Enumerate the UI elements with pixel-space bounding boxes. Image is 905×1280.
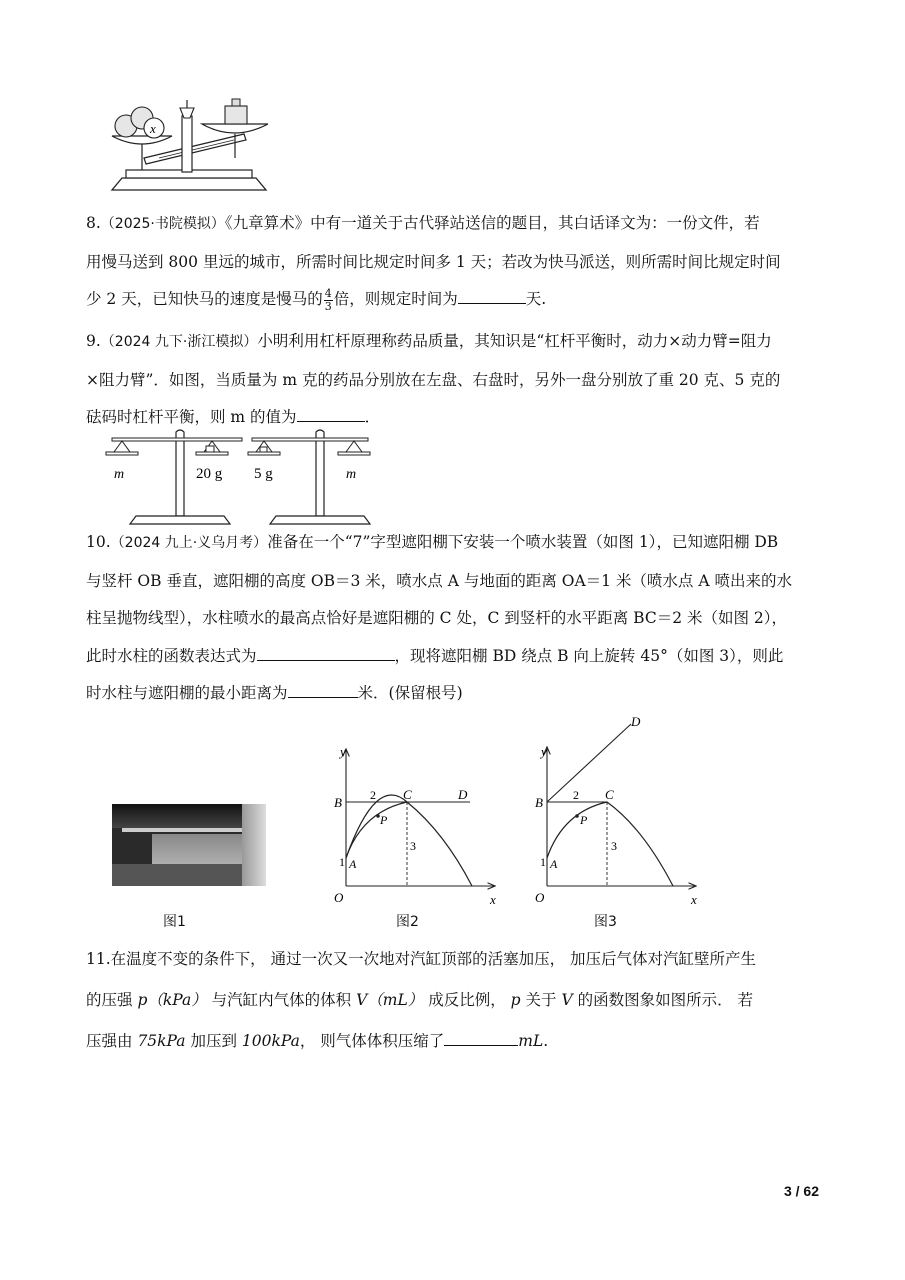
q11-text-2e: 的函数图象如图所示． 若 [572,991,753,1009]
question-8 [86,205,826,319]
fig3-y-label: y [541,744,547,759]
scale-figure [104,96,274,196]
q10-text-4a: 此时水柱的函数表达式为 [86,646,257,665]
q8-text-3a: 少 2 天，已知快马的速度是慢马的 [86,290,323,308]
q11-text-2a: 的压强 [86,991,138,1009]
q11-p-unit: p（kPa） [137,991,207,1009]
q11-text-3a: 压强由 [86,1032,138,1050]
q11-answer-blank[interactable] [444,1027,518,1046]
frac-denominator: 3 [324,299,332,313]
q9-line1 [86,323,826,362]
fig2-A-label: A [349,857,357,871]
q10-line4 [86,638,826,676]
q11-unit: mL [518,1032,544,1050]
fig2-C-label: C [403,787,412,802]
q8-text-3b: 倍，则规定时间为 [333,290,458,308]
q10-text-1: 准备在一个“7”字型遮阳棚下安装一个喷水装置（如图 1），已知遮阳棚 DB [267,533,779,551]
fig2-y-label: y [340,744,346,759]
lever-right [248,430,370,524]
q11-text-2c: 成反比例， [423,991,511,1009]
page-number: 3 / 62 [783,1183,819,1199]
q8-line2: 用慢马送到 800 里远的城市，所需时间比规定时间多 1 天；若改为快马派送，则所需时间比规定时间 [86,252,781,271]
fig3-1-label: 1 [540,855,546,869]
q11-text-3d: . [543,1032,549,1050]
fig3-P-label: P [580,813,588,827]
q11-v: V [561,991,573,1009]
ball-x-label: x [150,121,156,136]
fig3-A-label: A [550,857,558,871]
lever-figure [100,428,372,528]
left-m-label: m [114,467,125,482]
q11-text-2d: 关于 [520,991,562,1009]
fig3-B-label: B [535,795,543,810]
q10-line1 [86,524,826,563]
fig3-D-label: D [631,714,641,729]
q11-number: 11. [86,950,111,968]
figure-1-photo [112,804,266,886]
frac-numerator: 4 [324,286,332,300]
caption-figure-3: 图3 [594,914,617,930]
fig2-3-label: 3 [410,839,416,853]
question-9 [86,323,826,437]
q8-line1 [86,205,826,244]
q10-number: 10. [86,533,111,551]
fig3-x-label: x [691,892,697,907]
caption-figure-1: 图1 [163,914,186,930]
q11-v-unit: V（mL） [356,991,424,1009]
q9-line2: ×阻力臂”．如图，当质量为 m 克的药品分别放在左盘、右盘时，另外一盘分别放了重 20 克、5 克的 [86,370,781,389]
q11-p1: 75kPa [137,1032,186,1050]
q9-source: （2024 九下·浙江模拟） [100,334,258,350]
q11-line2 [86,980,826,1021]
q9-answer-blank[interactable] [297,403,365,422]
q9-text-3a: 砝码时杠杆平衡，则 m 的值为 [86,408,297,426]
q8-line3 [86,281,826,319]
q11-line3 [86,1021,826,1062]
q10-text-4b: ，现将遮阳棚 BD 绕点 B 向上旋转 45°（如图 3），则此 [394,646,784,665]
q11-text-1: 在温度不变的条件下， 通过一次又一次地对汽缸顶部的活塞加压， 加压后气体对汽缸壁所产生 [110,950,757,968]
q10-text-5b: 米．(保留根号) [357,684,463,702]
left-20g-label: 20 g [196,466,223,482]
q8-number: 8. [86,214,101,232]
caption-figure-2: 图2 [396,914,419,930]
q10-line3: 柱呈抛物线型），水柱喷水的最高点恰好是遮阳棚的 C 处，C 到竖杆的水平距离 BC＝2 米（如图 2）， [86,609,788,627]
fig3-origin-label: O [535,890,545,905]
q10-text-5a: 时水柱与遮阳棚的最小距离为 [86,684,288,702]
fig3-C-label: C [605,787,614,802]
q8-text-3c: 天. [525,290,547,308]
fig2-D-label: D [458,787,468,802]
q9-text-1: 小明利用杠杆原理称药品质量，其知识是“杠杆平衡时，动力×动力臂=阻力 [257,332,772,350]
q10-line5 [86,675,826,713]
figure-3-graph [519,712,701,912]
right-5g-label: 5 g [254,466,273,482]
q8-source: （2025·书院模拟） [100,216,225,232]
q9-number: 9. [86,332,101,350]
fig2-P-label: P [380,813,388,827]
fig3-2-label: 2 [573,788,579,802]
q11-text-2b: 与汽缸内气体的体积 [206,991,357,1009]
figure-2-graph [322,744,504,912]
q8-answer-blank[interactable] [458,285,526,304]
q9-text-3b: ． [364,408,381,426]
fig3-3-label: 3 [611,839,617,853]
fig2-origin-label: O [334,890,344,905]
question-10 [86,524,826,713]
right-m-label: m [346,467,357,482]
fig2-x-label: x [490,892,496,907]
q11-text-3b: 加压到 [185,1032,242,1050]
lever-left [106,430,242,524]
fig2-B-label: B [334,795,342,810]
q10-distance-blank[interactable] [288,679,358,698]
q8-text-1: 《九章算术》中有一道关于古代驿站送信的题目，其白话译文为：一份文件，若 [224,214,760,232]
q11-text-3c: ， 则气体体积压缩了 [299,1032,445,1050]
q10-line2: 与竖杆 OB 垂直，遮阳棚的高度 OB＝3 米，喷水点 A 与地面的距离 OA＝1 米（喷水点 A 喷出来的水 [86,571,792,590]
q11-p2: 100kPa [241,1032,300,1050]
fig2-2-label: 2 [370,788,376,802]
question-11 [86,939,826,1062]
q10-source: （2024 九上·义乌月考） [110,535,268,551]
fraction-4-3 [324,288,333,313]
q11-p: p [510,991,521,1009]
q11-line1 [86,939,826,980]
fig2-1-label: 1 [339,855,345,869]
q10-expression-blank[interactable] [257,642,395,661]
